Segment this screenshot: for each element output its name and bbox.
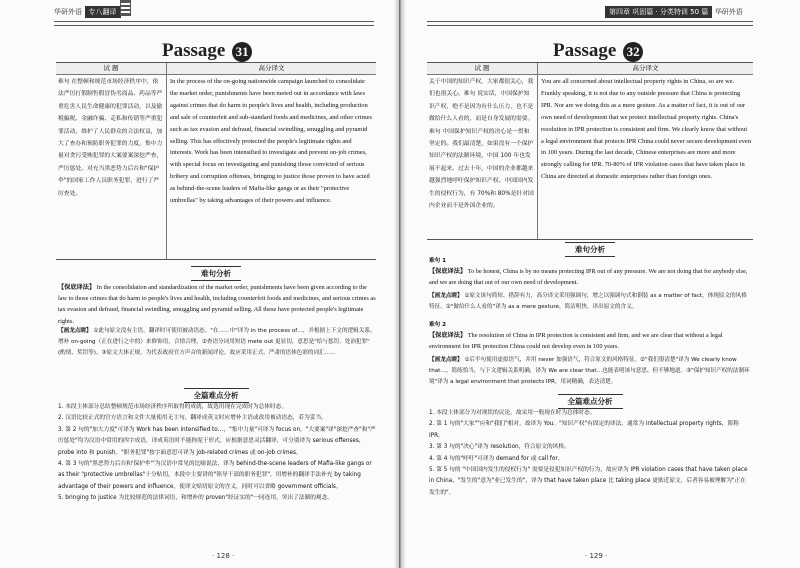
passage-title: [553, 40, 643, 62]
passage-table: [427, 62, 753, 240]
publisher-logo: 华研外语: [714, 8, 743, 16]
section-difficult-sentences: 难句分析: [56, 266, 376, 281]
basic-translation: [58, 282, 376, 327]
page-number: · 129 ·: [585, 552, 608, 560]
basic-translation-text: In the consolidation and standardization of the market order, punishments have been given according to the law to those crimes that do harm to people's lives and health, including counterfeit foods and medicines, and serious crimes as tax evasion and defraud, financial swindling, smuggling and pyramid selling. All these have protected people's legitimate rights.: [58, 284, 376, 325]
right-header: [605, 6, 743, 20]
key-notes-1: 【画龙点睛】 ①原文该句简短、措辞有力，高分译文采用强调句，增之以强调句式和倒装 as a matter of fact，体现原文的风格特征。②"做给什么人看的"译为 as a mere gesture，简洁明快，译出原文的含义。: [429, 293, 747, 310]
left-header: [54, 6, 121, 20]
col-header-translation: 高分译文: [167, 63, 376, 75]
publisher-logo: 华研外语: [54, 8, 82, 16]
list-item: 2. 第 1 句的"大家""应和"我们"相对，故译为 You。"知识产权"有固定的译法，通常为 intellectual property rights，简称 IPR。: [429, 421, 739, 439]
list-item: 3. 第 2 句的"加大力度"可译为 Work has been intensified to…，"集中力量"可译为 focus on，"大要案"译"深挖严查"和"严厉惩处"均为汉语中常用的四字成语，译成英语时不能拘泥于形式，应根据意思灵活翻译，可分别译为 serious offenses, probe into 和 punish。"职务犯罪"按字面意思可译为 job-related crimes 或 on-job crimes。: [58, 426, 376, 456]
analysis-list: [58, 402, 376, 505]
key-notes: [58, 326, 376, 359]
right-page: [401, 0, 800, 568]
list-item: 5. 第 5 句的 "中国国内发生的侵权行为" 需要是侵犯知识产权的行为，故应译为 IPR violation cases that have taken place in China，"发生的"意为"业已发生的"，译为 that have taken place 比 taking place 更贴近原文，后者容易被理解为"正在发生的"。: [429, 467, 748, 496]
header-rule: [427, 21, 753, 26]
column-divider: [537, 63, 538, 239]
section-difficult-sentences: 难句分析: [427, 242, 753, 257]
passage-number: 32: [623, 42, 643, 62]
passage-table: [56, 62, 376, 260]
key-notes-2: 【画龙点睛】 ①后半句使用虚拟语气，并用 never 加强语气，符合原文的风格特征。②"我们很清楚"译为 We clearly know that…，简练恰当，与下文逻辑关系明确，译为 We are clear that…也能表明该句意思，但不够地道。③"保护知识产权的法制环境"译为 a legal environment that protects IPR，用词精确，表达清楚。: [429, 357, 750, 385]
list-item: 1. 本段主体部分总结整顿规范市场经济秩序所取得的成就，故选用现在完成时为总体时态。: [58, 404, 288, 410]
col-header-source: 试 题: [56, 63, 166, 75]
list-item: 4. 第 3 句的"黑恶势力后台和'保护伞'"为汉语中常见的比喻说法，译为 behind-the-scene leaders of Mafia-like gangs or as their "protective umbrellas"十分贴切，本段中主要讲的"领导干部的职务犯罪"，用增补的翻译手法补充 by taking advantage of their powers and influence，使译文贴切原文的含义，同时可以省略 government officials。: [58, 461, 372, 490]
header-rule: [54, 21, 374, 26]
translation-text: In the process of the on-going nationwide campaign launched to consolidate the market order, punishments have been meted out in accordance with laws against crimes that do harm to people's lives and health, including production and sale of counterfeit and sub-standard foods and medicines, and other crimes such as tax evasion and defraud, financial swindling, smuggling and pyramid selling. This has effectively protected the people's legitimate rights and interests. Work has been intensified to investigate and prevent on-job crimes, with special focus on investigating and punishing those convicted of serious bribery and corruption offenses, bringing to justice those proven to have acted as behind-the-scene leaders of Mafia-like gangs or as their "protective umbrellas" by taking advantages of their powers and influence.: [170, 78, 372, 205]
chapter-tag: 第四章 巩固篇 · 分类特训 50 篇: [605, 6, 712, 18]
passage-number: 31: [232, 42, 252, 62]
section-full-analysis: 全篇难点分析: [427, 394, 753, 409]
passage-word: Passage: [162, 40, 226, 61]
list-item: 4. 第 4 句的"呼吁"可译为 demand for 或 call for。: [429, 455, 564, 462]
page-number: · 128 ·: [212, 552, 235, 560]
passage-word: Passage: [553, 40, 617, 61]
basic-translation-2: 【保底译法】 The resolution of China in IPR protection is consistent and firm, and we are clear that without a legal environment for IPR protection China could not develop even in 100 years.: [429, 332, 723, 351]
book-gutter: [394, 0, 406, 568]
list-item: 1. 本段主体部分为对现状的议论，故采用一般现在时为总体时态。: [429, 410, 596, 416]
tab-sticker: [120, 0, 131, 16]
source-text: 关于中国的知识产权，大家都很关心，我们也很关心。难句 说实话，中国保护知识产权，绝不是因为有什么压力，也不是做给什么人看的，而是自身发展的需要。难句 中国保护知识产权的决心是一贯和坚定的。我们最清楚，如果没有一个保护知识产权的法制环境，中国 100 年也发展不起来。过去十年，中国的企业都越来越强烈地呼吁保护知识产权。中国国内发生的侵权行为，有 70%和 80%是针对国内企业而不是外国企业的。: [429, 79, 534, 210]
difficult-sentence-1-label: 难句 1: [429, 258, 447, 264]
list-item: 5. bringing to justice 为比较规范的法律词语，和增补的 proven"经证实的"一同连用，突出了法制的观念。: [58, 495, 333, 502]
book-tag: 专八翻译: [85, 6, 121, 18]
list-item: 3. 第 3 句的"决心"译为 resolution，符合原文的风格。: [429, 444, 570, 451]
col-header-source: 试 题: [427, 63, 537, 75]
key-notes-label: 【画龙点睛】: [58, 328, 92, 334]
basic-translation-1: 【保底译法】 To be honest, China is by no means protecting IPR out of any pressure. We are not doing that for anybody else, and we are doing that out of our own need of development.: [429, 268, 748, 287]
col-header-translation: 高分译文: [538, 63, 753, 75]
difficult-sentence-2-label: 难句 2: [429, 322, 447, 328]
list-item: 2. 汉语比较正式的官方语言和文件大量使用无主句，翻译成英文时应增补主语或改用被动语态，若为妥当。: [58, 415, 327, 422]
basic-translation-label: 【保底译法】: [58, 284, 96, 291]
analysis-list: [429, 408, 751, 499]
column-divider: [166, 63, 167, 259]
key-notes-text: ①此句原文没有主语，翻译时可使用被动语态。"在……中"译为 in the process of…，并根据上下文的逻辑关系，增补 on-going（正在进行之中的）来修饰语，合情合理。②查语分词用短语 mete out 更显切，意思是"给与惩罚、处治犯罪"(酌情、奖罚等)。③原文大体正规，为代表政府官方声音的新闻评论，故应采用正式、严肃的语体色彩的词汇……: [58, 328, 376, 356]
passage-title: [162, 40, 252, 62]
source-text: 难句 在整顿和规范市场经济秩序中，依法严厉打假制售假冒伪劣商品、药品等严重危害人民生命健康的犯罪活动，以及偷税骗税、金融诈骗、走私和传销等严重犯罪活动，维护了人民群众的合法权益，加大了查办和预防职务犯罪的力度，集中力量对贪污受贿犯罪的大案要案深挖严查，严厉惩处。对充当黑恶势力后台和"保护伞"的国家工作人员职务犯罪，进行了严厉查处。: [58, 79, 163, 197]
translation-text: You are all concerned about intellectual property rights in China, so are we. Frankly speaking, it is not due to any outside pressure that China is protecting IPR. Nor are we doing this as a mere gesture. As a matter of fact, it is out of our own need of development that we protect intellectual property rights. China's resolution in IPR protection is consistent and firm. We clearly know that without a legal environment that protects IPR China could never secure development even in 100 years. During the last decade, Chinese enterprises are more and more strongly calling for IPR. 70-80% of IPR violation cases that have taken place in China are directed at domestic enterprises rather than foreign ones.: [541, 78, 751, 181]
section-full-analysis: 全篇难点分析: [56, 388, 376, 403]
